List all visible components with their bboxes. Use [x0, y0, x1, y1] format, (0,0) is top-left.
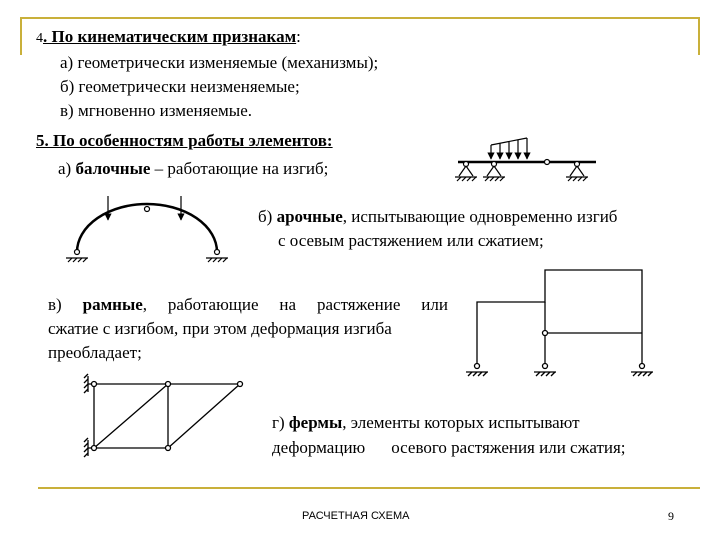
- arch-crown-hinge: [145, 207, 150, 212]
- frame-support: [466, 364, 488, 377]
- pin-support: [455, 162, 477, 182]
- frame-term: рамные: [82, 295, 143, 314]
- pin-support: [566, 162, 588, 182]
- beam-hinge: [545, 160, 550, 165]
- section4-item-a: а) геометрически изменяемые (механизмы);: [60, 53, 379, 72]
- truss-rest: , элементы которых испытывают: [342, 413, 580, 432]
- arch-prefix: б): [258, 207, 277, 226]
- arch-diagram: [66, 196, 228, 262]
- frame-prefix: в): [48, 295, 83, 314]
- truss-term: фермы: [288, 413, 343, 432]
- beam-load: [491, 138, 527, 159]
- truss-diagonal: [168, 384, 240, 448]
- frame-description-line3: преобладает;: [48, 343, 142, 362]
- arch-rest: , испытывающие одновременно изгиб: [342, 207, 618, 226]
- section4-title: . По кинематическим признакам: [43, 27, 297, 46]
- frame-diagram: [466, 270, 653, 376]
- arch-description-line2: с осевым растяжением или сжатием;: [278, 231, 544, 250]
- truss-wall-support-bottom: [84, 438, 92, 457]
- section4-colon: :: [296, 27, 301, 46]
- frame-hinge: [543, 331, 548, 336]
- section4-number: 4: [36, 31, 43, 46]
- section5-title: 5. По особенностям работы элементов:: [36, 131, 333, 150]
- truss-node: [166, 446, 171, 451]
- frame-support: [534, 364, 556, 377]
- beam-term: балочные: [75, 159, 151, 178]
- truss-node: [92, 446, 97, 451]
- truss-prefix: г): [272, 413, 289, 432]
- arch-support-right: [206, 250, 228, 263]
- frame-rest: , работающие на растяжение или: [142, 295, 448, 314]
- beam-diagram: [455, 138, 596, 181]
- truss-diagonal: [94, 384, 168, 448]
- frame-description-line2: сжатие с изгибом, при этом деформация изгиба: [48, 319, 392, 338]
- footer-title: РАСЧЕТНАЯ СХЕМА: [302, 510, 410, 522]
- truss-line2-end: осевого растяжения или сжатия;: [391, 438, 626, 457]
- truss-line2-start: деформацию: [272, 438, 366, 457]
- truss-diagram: [84, 374, 243, 457]
- truss-node: [166, 382, 171, 387]
- arch-term: арочные: [276, 207, 343, 226]
- page-number: 9: [668, 509, 674, 523]
- truss-wall-support-top: [84, 374, 92, 393]
- frame-support: [631, 364, 653, 377]
- section4-item-b: б) геометрически неизменяемые;: [60, 77, 300, 96]
- arch-support-left: [66, 250, 88, 263]
- truss-node: [92, 382, 97, 387]
- truss-node: [238, 382, 243, 387]
- beam-rest: – работающие на изгиб;: [150, 159, 329, 178]
- pin-support: [483, 162, 505, 182]
- beam-prefix: а): [58, 159, 76, 178]
- section4-item-c: в) мгновенно изменяемые.: [60, 101, 252, 120]
- frame-outline: [477, 270, 642, 365]
